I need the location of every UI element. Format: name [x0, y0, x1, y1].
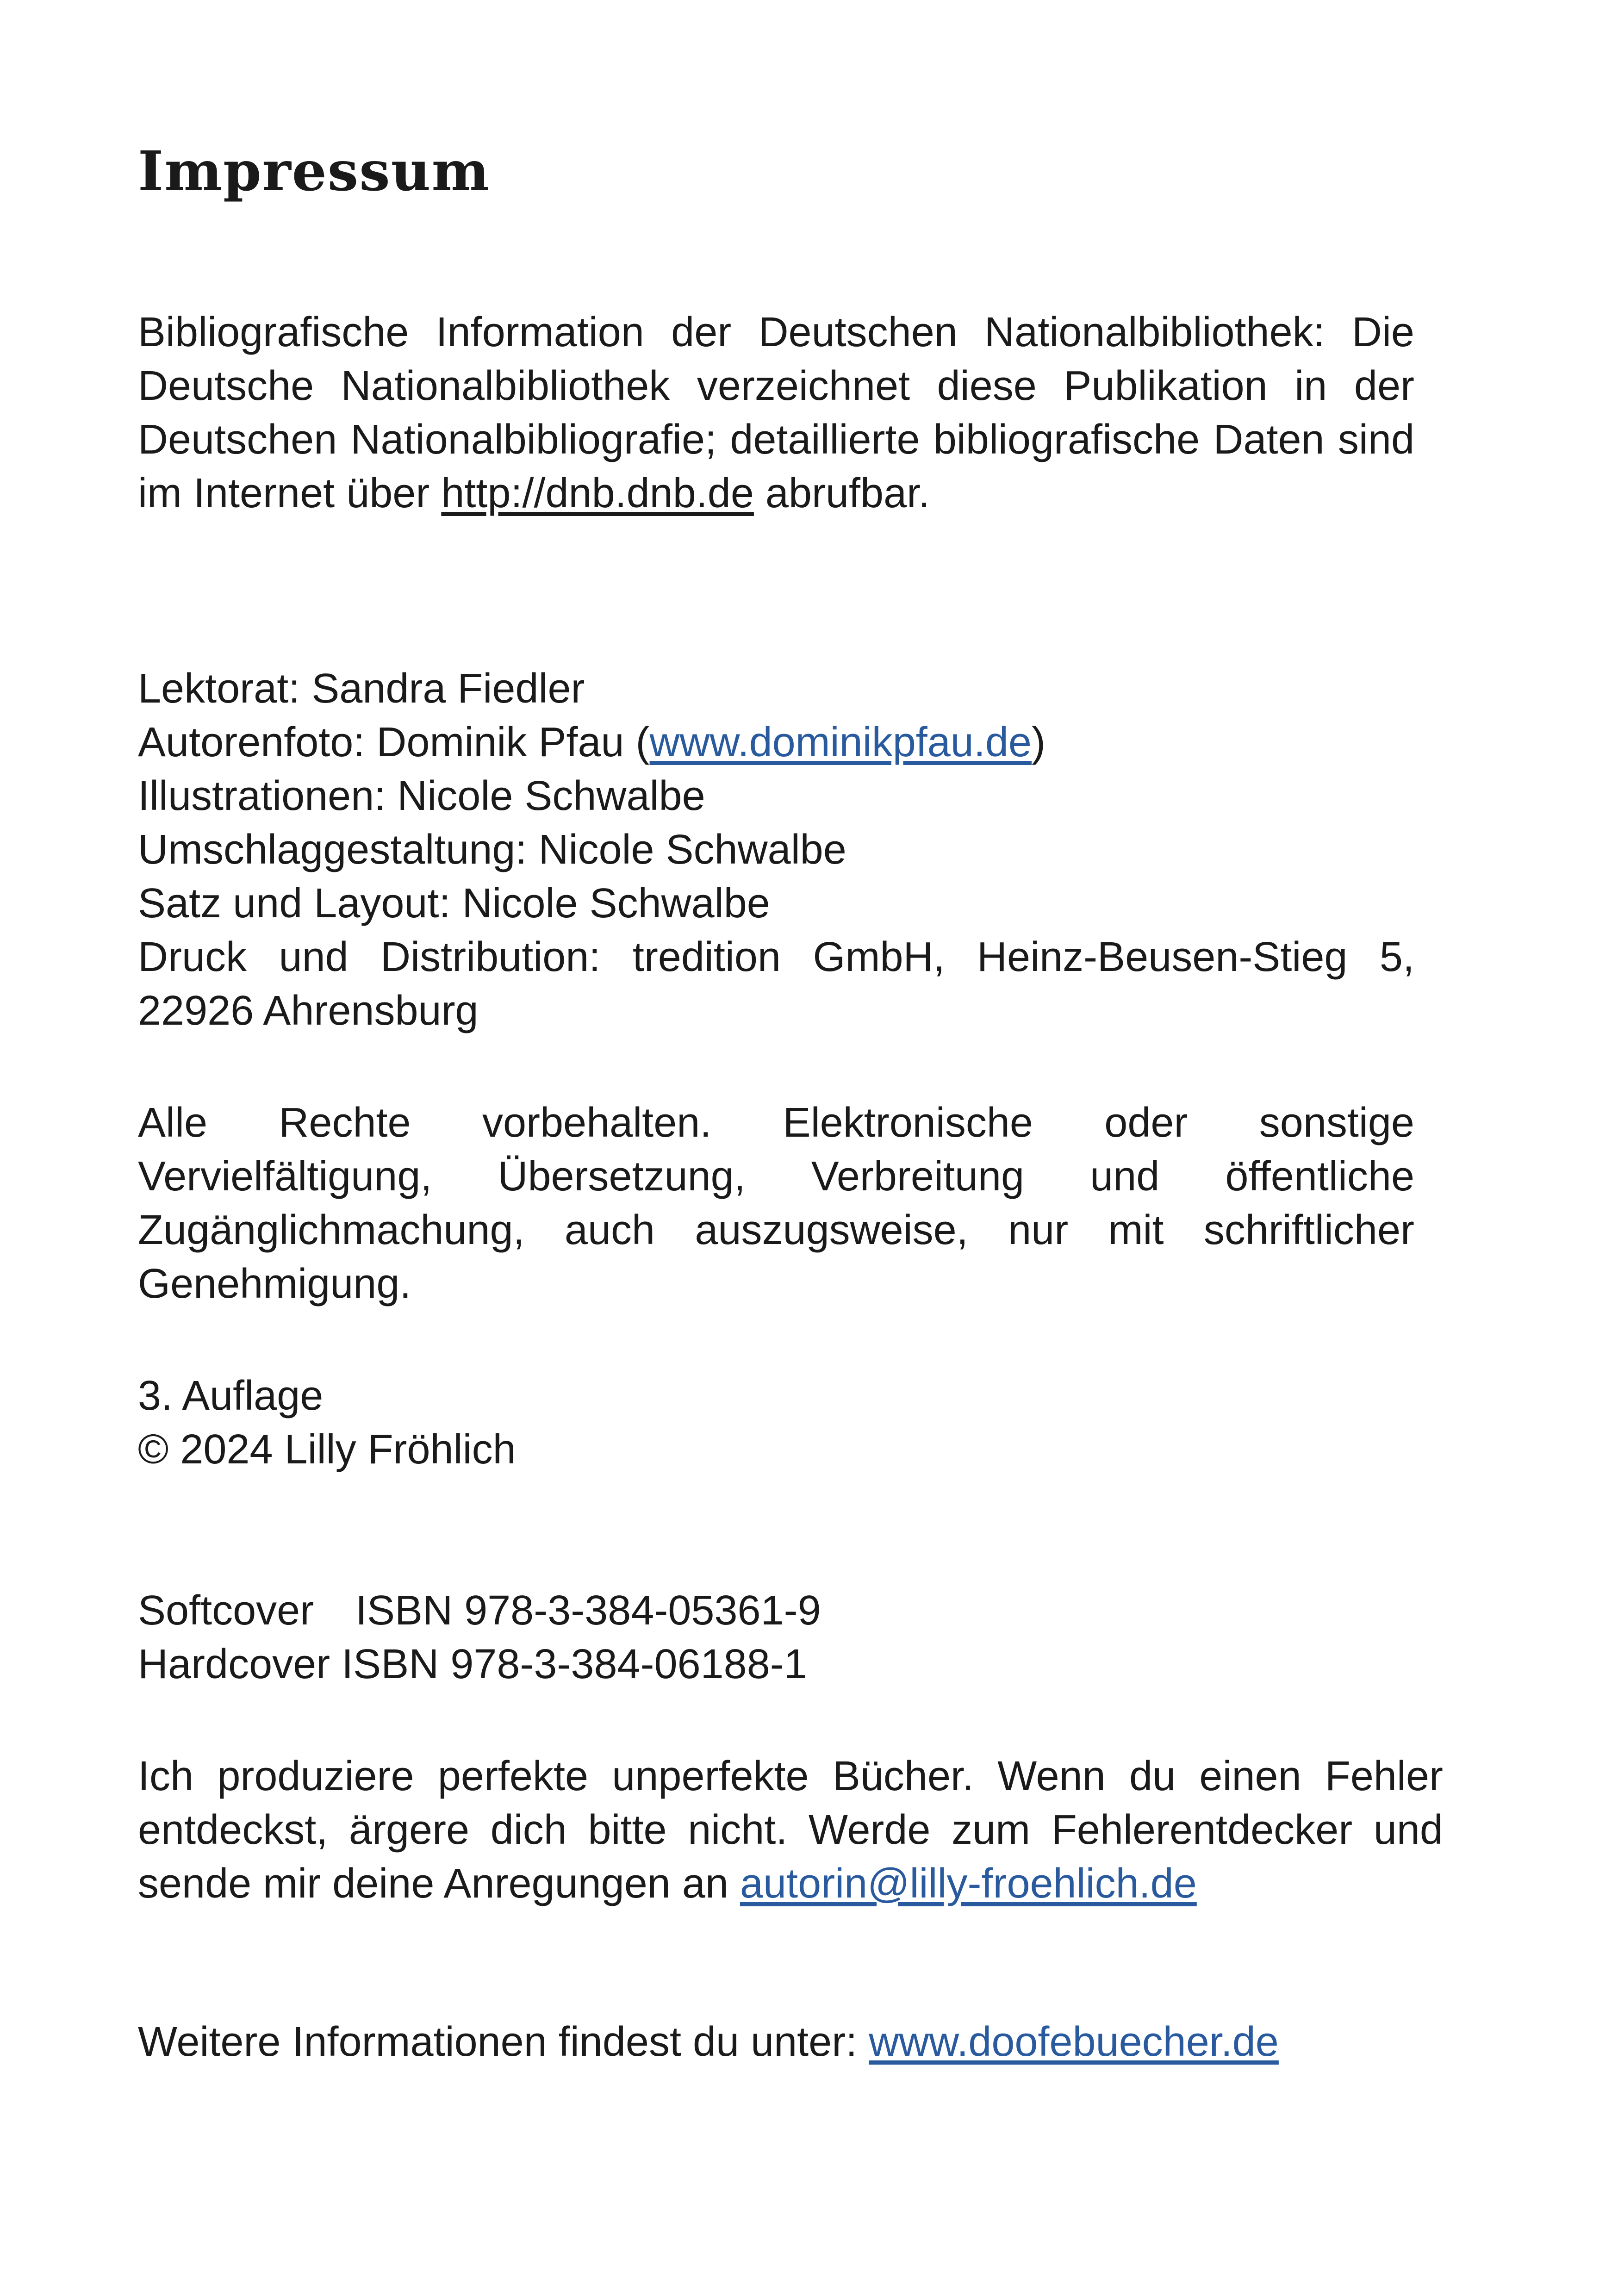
isbn-hardcover: [138, 1637, 1414, 1691]
credit-illustrationen: Illustrationen: Nicole Schwalbe: [138, 773, 705, 819]
autorenfoto-suffix: ): [1031, 719, 1045, 765]
website-link[interactable]: www.doofebuecher.de: [869, 2019, 1279, 2065]
credit-satz: Satz und Layout: Nicole Schwalbe: [138, 880, 770, 927]
isbn-type-label: Softcover: [138, 1587, 314, 1634]
credits-section: [138, 662, 1414, 1038]
bibliography-text: Bibliografische Information der Deutschen Nationalbibliothek: Die Deutsche Nationalbibliothek verzeichnet diese Publikation in der Deutschen Nationalbibliografie; detaillierte bibliografische Daten sind im Internet über: [138, 309, 1414, 516]
page-title: Impressum: [138, 139, 491, 203]
copyright-line: © 2024 Lilly Fröhlich: [138, 1426, 516, 1473]
rights-paragraph: Alle Rechte vorbehalten. Elektronische oder sonstige Vervielfältigung, Übersetzung, Verbreitung und öffentliche Zugänglichmachung, auch auszugsweise, nur mit schriftlicher Genehmigung.: [138, 1100, 1414, 1307]
edition-auflage: 3. Auflage: [138, 1373, 324, 1419]
author-email-link[interactable]: autorin@lilly-froehlich.de: [740, 1860, 1197, 1907]
dnb-link[interactable]: http://dnb.dnb.de: [441, 470, 754, 516]
photographer-link[interactable]: www.dominikpfau.de: [649, 719, 1032, 765]
autorenfoto-prefix: Autorenfoto: Dominik Pfau (: [138, 719, 650, 765]
isbn-type-label: Hardcover: [138, 1641, 330, 1687]
isbn-softcover: [138, 1584, 1414, 1637]
credit-lektorat: Lektorat: Sandra Fiedler: [138, 666, 585, 712]
credit-umschlag: Umschlaggestaltung: Nicole Schwalbe: [138, 827, 846, 873]
edition-section: [138, 1369, 1414, 1476]
isbn-section: [138, 1584, 1414, 1691]
bibliography-paragraph: [138, 305, 1414, 520]
credit-druck: Druck und Distribution: tredition GmbH, Heinz-Beusen-Stieg 5, 22926 Ahrensburg: [138, 934, 1414, 1034]
isbn-number: ISBN 978-3-384-06188-1: [342, 1641, 807, 1687]
feedback-text: Ich produziere perfekte unperfekte Bücher. Wenn du einen Fehler entdeckst, ärgere dich bitte nicht. Werde zum Fehlerentdecker und sende mir deine Anregungen an: [138, 1753, 1443, 1907]
bibliography-suffix: abrufbar.: [765, 470, 930, 516]
feedback-paragraph: [138, 1749, 1443, 1910]
credit-autorenfoto: [138, 716, 1414, 769]
more-info-line: [138, 2015, 1414, 2069]
isbn-number: ISBN 978-3-384-05361-9: [355, 1587, 821, 1634]
more-info-text: Weitere Informationen findest du unter:: [138, 2019, 858, 2065]
